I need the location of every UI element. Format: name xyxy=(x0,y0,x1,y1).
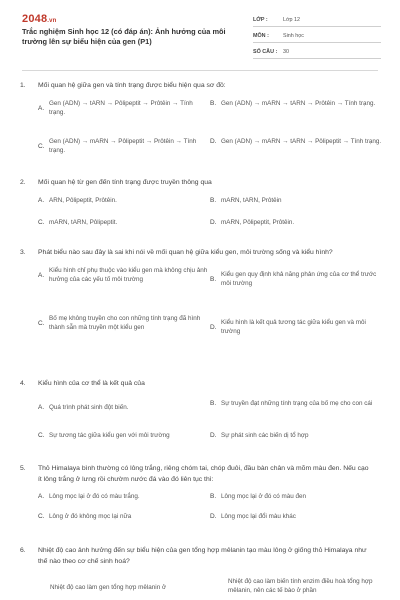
option-a[interactable] xyxy=(38,196,210,205)
options xyxy=(38,492,380,532)
option-text: Gen (ADN) → mARN → Pôlipeptit → Prôtêin → Tính trạng. xyxy=(49,138,197,155)
option-text: Gen (ADN) → mARN → tARN → Prôtêin → Tính trạng. xyxy=(221,100,376,107)
question-stem xyxy=(20,378,380,389)
option-text: mARN, tARN, Pôlipeptit. xyxy=(49,219,118,226)
question-number: 2. xyxy=(20,179,26,186)
question-text: Mối quan hệ giữa gen và tính trạng được biểu hiện qua sơ đồ: xyxy=(38,82,226,89)
option-text: Kiểu gen quy định khả năng phản ứng của cơ thể trước môi trường xyxy=(221,271,377,288)
option-text: Gen (ADN) → tARN → Pôlipeptit → Prôtêin → Tính trạng. xyxy=(49,100,193,117)
document-title: Trắc nghiệm Sinh học 12 (có đáp án): Ảnh hưởng của môi trường lên sự biểu hiện của gen (P1) xyxy=(22,27,226,46)
option-text: Kiểu hình là kết quả tương tác giữa kiểu gen và môi trường xyxy=(221,319,366,336)
option-text: ARN, Pôlipeptit, Prôtêin. xyxy=(49,197,117,204)
option-c[interactable] xyxy=(38,512,210,521)
options xyxy=(38,99,380,165)
question-stem xyxy=(20,247,380,258)
option-letter: D. xyxy=(210,432,217,440)
option-letter: A. xyxy=(38,197,45,205)
question-number: 1. xyxy=(20,82,26,89)
site-logo[interactable] xyxy=(22,13,57,25)
option-text: Nhiệt độ cao làm biến tính enzim điều hoà tổng hợp mêlanin, nên các tế bào ở phần xyxy=(228,578,373,595)
option-b[interactable] xyxy=(210,196,382,205)
meta-row-subject xyxy=(253,29,381,43)
option-b[interactable] xyxy=(210,492,382,501)
option-letter: D. xyxy=(210,513,217,521)
question-text: Mối quan hệ từ gen đến tính trạng được truyền thông qua xyxy=(38,179,212,186)
header-divider xyxy=(22,70,378,71)
option-letter: A. xyxy=(38,104,45,112)
option-letter: D. xyxy=(210,138,217,146)
question-stem xyxy=(20,80,380,91)
option-c[interactable] xyxy=(38,431,210,440)
question-text: Phát biểu nào sau đây là sai khi nói về mối quan hệ giữa kiểu gen, môi trường sống và kiểu hình? xyxy=(38,249,333,256)
options xyxy=(38,577,380,600)
option-letter: C. xyxy=(38,219,45,227)
option-letter: B. xyxy=(210,100,217,108)
question-text: Thỏ Himalaya bình thường có lông trắng, riêng chóm tai, chóp đuôi, đầu bàn chân và mõm màu đen. Nếu cạo ít lông trắng ở lưng rồi chườm nước đá vào đó liên tục thì: xyxy=(38,465,369,483)
meta-key: MÔN : xyxy=(253,32,269,39)
question-4 xyxy=(20,378,380,451)
question-stem xyxy=(20,463,380,485)
option-a[interactable] xyxy=(38,99,210,118)
question-number: 3. xyxy=(20,249,26,256)
option-text: Gen (ADN) → mARN → tARN → Pôlipeptit → Tính trạng. xyxy=(221,138,382,145)
option-text: Bố mẹ không truyền cho con những tính trạng đã hình thành sẵn mà truyền một kiểu gen xyxy=(49,315,201,332)
question-number: 4. xyxy=(20,380,26,387)
question-stem xyxy=(20,177,380,188)
option-a[interactable] xyxy=(38,403,210,412)
meta-value: Lớp 12 xyxy=(283,16,301,23)
option-d[interactable] xyxy=(210,137,382,146)
options xyxy=(38,399,380,451)
meta-value: Sinh học xyxy=(283,32,304,39)
meta-row-count xyxy=(253,45,381,59)
option-a[interactable] xyxy=(50,583,214,592)
options xyxy=(38,266,380,354)
meta-key: SỐ CÂU : xyxy=(253,48,278,55)
question-2 xyxy=(20,177,380,238)
option-b[interactable] xyxy=(228,577,388,596)
option-text: Sự truyền đạt những tính trạng của bố mẹ cho con cái xyxy=(221,400,373,407)
option-letter: A. xyxy=(38,404,45,412)
option-c[interactable] xyxy=(38,137,210,156)
logo-tld: .vn xyxy=(47,18,57,24)
option-text: Lông mọc lại ở đó có màu đen xyxy=(221,493,306,500)
option-text: Sự tương tác giữa kiểu gen với môi trường xyxy=(49,432,170,439)
option-d[interactable] xyxy=(210,218,382,227)
meta-table xyxy=(253,13,381,61)
option-letter: A. xyxy=(38,493,45,501)
option-text: Lông mọc lại ở đó có màu trắng. xyxy=(49,493,140,500)
option-text: Lông mọc lại đổi màu khác xyxy=(221,513,296,520)
option-text: Nhiệt độ cao làm gen tổng hợp mêlanin ở xyxy=(50,584,167,591)
option-a[interactable] xyxy=(38,492,210,501)
option-letter: C. xyxy=(38,142,45,150)
option-c[interactable] xyxy=(38,314,210,333)
question-text: Kiểu hình của cơ thể là kết quả của xyxy=(38,380,145,387)
option-letter: C. xyxy=(38,432,45,440)
option-letter: B. xyxy=(210,275,217,283)
question-5 xyxy=(20,463,380,532)
option-a[interactable] xyxy=(38,266,210,285)
option-text: mARN, tARN, Prôtêin xyxy=(221,197,282,204)
option-c[interactable] xyxy=(38,218,210,227)
question-3 xyxy=(20,247,380,354)
option-b[interactable] xyxy=(210,399,382,408)
option-d[interactable] xyxy=(210,512,382,521)
option-letter: B. xyxy=(210,493,217,501)
option-letter: C. xyxy=(38,319,45,327)
option-text: mARN, Pôlipeptit, Prôtêin. xyxy=(221,219,295,226)
option-letter: B. xyxy=(210,197,217,205)
question-text: Nhiệt độ cao ảnh hưởng đến sự biểu hiện của gen tổng hợp mêlanin tạo màu lông ở giống thỏ Himalaya như thế nào theo cơ chế sinh hoá? xyxy=(38,547,367,565)
option-text: Lông ở đó không mọc lại nữa xyxy=(49,513,132,520)
logo-main: 2048 xyxy=(22,13,48,25)
question-6 xyxy=(20,545,380,600)
option-letter: C. xyxy=(38,513,45,521)
option-d[interactable] xyxy=(210,431,382,440)
question-stem xyxy=(20,545,380,567)
options xyxy=(38,196,380,238)
option-letter: B. xyxy=(210,400,217,408)
question-1 xyxy=(20,80,380,165)
option-letter: A. xyxy=(38,271,45,279)
option-b[interactable] xyxy=(210,99,382,108)
option-letter: D. xyxy=(210,323,217,331)
question-number: 6. xyxy=(20,547,26,554)
option-text: Quá trình phát sinh đột biến. xyxy=(49,404,129,411)
header xyxy=(0,0,400,64)
option-b[interactable] xyxy=(210,270,382,289)
question-number: 5. xyxy=(20,465,26,472)
meta-row-class xyxy=(253,13,381,27)
option-text: Sự phát sinh các biến dị tổ hợp xyxy=(221,432,309,439)
option-d[interactable] xyxy=(210,318,382,337)
option-text: Kiểu hình chỉ phụ thuộc vào kiểu gen mà không chịu ảnh hưởng của các yếu tố môi trường xyxy=(49,267,208,284)
option-letter: D. xyxy=(210,219,217,227)
meta-key: LỚP : xyxy=(253,16,268,23)
meta-value: 30 xyxy=(283,48,289,55)
